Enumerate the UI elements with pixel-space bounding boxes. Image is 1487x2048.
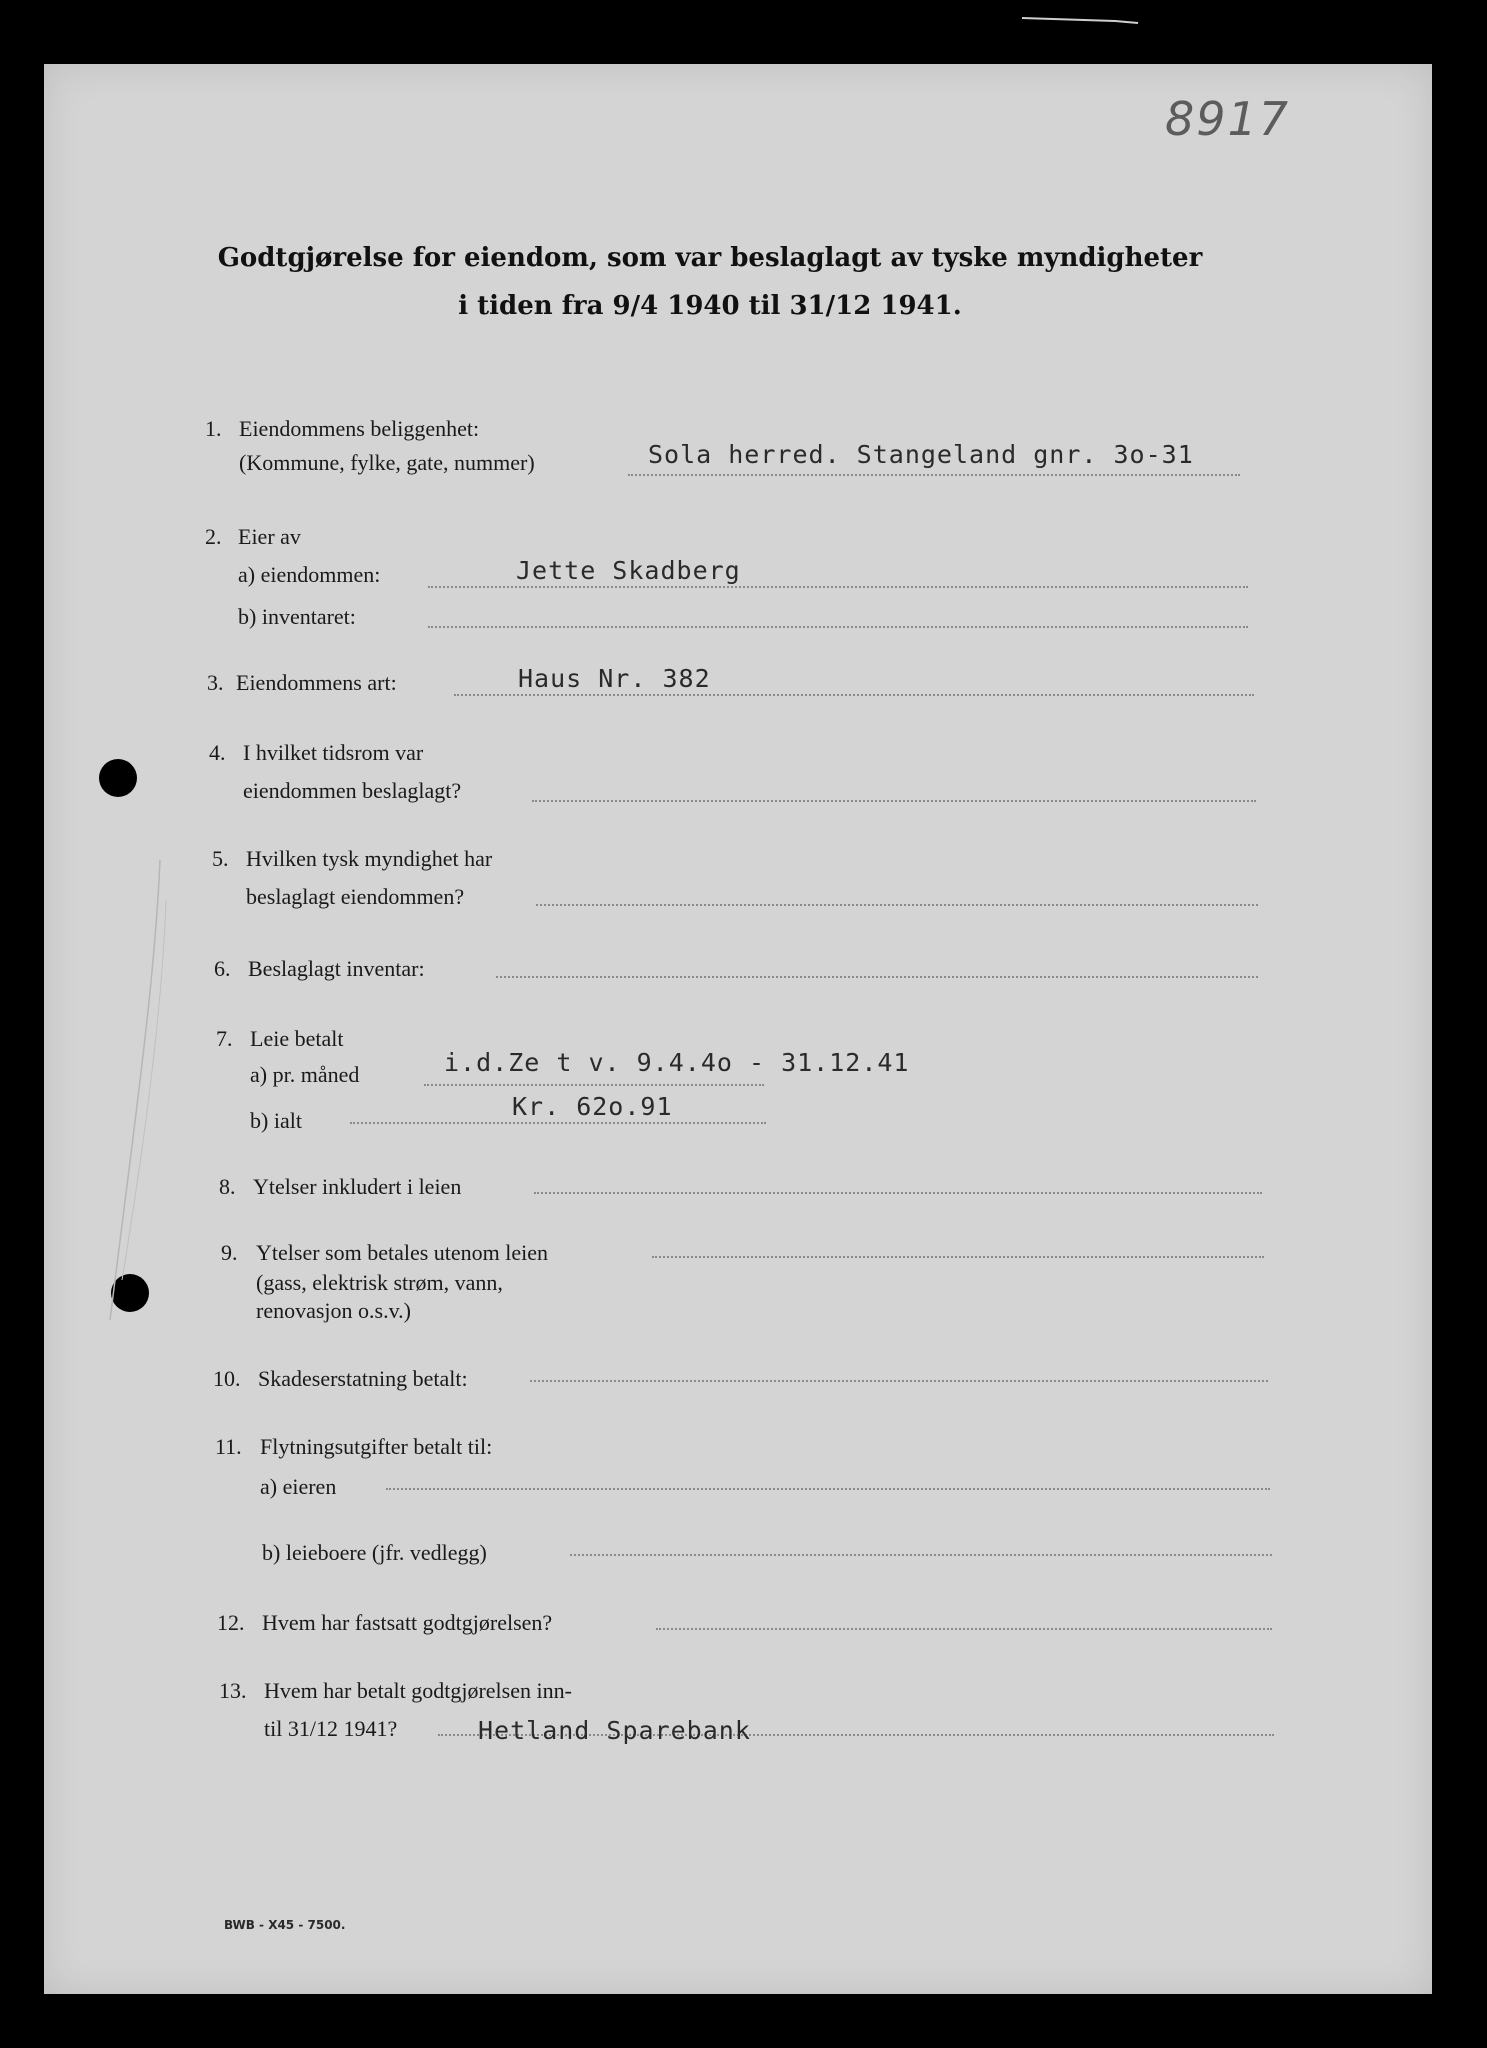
q1-number: 1. [205, 416, 222, 441]
q1-label: Eiendommens beliggenhet: [239, 416, 480, 441]
q6-number: 6. [214, 956, 231, 981]
q2b-label: b) inventaret: [238, 604, 356, 629]
q2a-answer: Jette Skadberg [516, 556, 741, 585]
q11a-label: a) eieren [260, 1474, 337, 1499]
q13-number: 13. [219, 1678, 247, 1703]
q3-number: 3. [207, 670, 224, 695]
title-line-2: i tiden fra 9/4 1940 til 31/12 1941. [458, 291, 962, 321]
q4-label: I hvilket tidsrom var [243, 740, 424, 765]
q1-sublabel: (Kommune, fylke, gate, nummer) [239, 450, 535, 475]
q7b-label: b) ialt [250, 1108, 302, 1133]
q11-label: Flytningsutgifter betalt til: [260, 1434, 493, 1459]
archive-number: 8917 [1165, 92, 1291, 146]
q7a-label: a) pr. måned [250, 1062, 360, 1087]
q7a-answer: i.d.Ze t v. 9.4.4o - 31.12.41 [444, 1048, 910, 1077]
q6-label: Beslaglagt inventar: [248, 956, 425, 981]
q2a-label: a) eiendommen: [238, 562, 381, 587]
q12-number: 12. [217, 1610, 245, 1635]
q4-number: 4. [209, 740, 226, 765]
pencil-mark [100, 860, 180, 1320]
q9-number: 9. [221, 1240, 238, 1265]
form-title [160, 234, 1260, 330]
title-line-1: Godtgjørelse for eiendom, som var beslaglagt av tyske myndigheter [217, 243, 1203, 273]
q7-label: Leie betalt [250, 1026, 344, 1051]
q5-sublabel: beslaglagt eiendommen? [246, 884, 465, 909]
q5-answer-line [536, 904, 1258, 906]
q7a-answer-line [424, 1084, 764, 1086]
q13-sublabel: til 31/12 1941? [264, 1716, 398, 1741]
q9-sublabel-1: (gass, elektrisk strøm, vann, [256, 1270, 503, 1295]
q11a-answer-line [386, 1488, 1270, 1490]
q12-label: Hvem har fastsatt godtgjørelsen? [262, 1610, 553, 1635]
q2-number: 2. [205, 524, 222, 549]
q2-label: Eier av [238, 524, 301, 549]
q10-label: Skadeserstatning betalt: [258, 1366, 468, 1391]
pen-stroke-mark [1020, 14, 1140, 26]
q3-label: Eiendommens art: [236, 670, 397, 695]
q8-label: Ytelser inkludert i leien [253, 1174, 462, 1199]
q11b-answer-line [570, 1554, 1272, 1556]
q7-number: 7. [216, 1026, 233, 1051]
q1-answer-line [628, 474, 1240, 476]
q6-answer-line [496, 976, 1258, 978]
q9-sublabel-2: renovasjon o.s.v.) [256, 1298, 411, 1323]
q8-answer-line [534, 1192, 1262, 1194]
print-code-footer: BWB - X45 - 7500. [224, 1918, 346, 1932]
q7b-answer: Kr. 62o.91 [512, 1092, 673, 1121]
q3-answer: Haus Nr. 382 [518, 664, 711, 693]
q9-answer-line [652, 1256, 1264, 1258]
q4-sublabel: eiendommen beslaglagt? [243, 778, 462, 803]
q11-number: 11. [215, 1434, 242, 1459]
q2b-answer-line [428, 626, 1248, 628]
q5-label: Hvilken tysk myndighet har [246, 846, 493, 871]
q13-label: Hvem har betalt godtgjørelsen inn- [264, 1678, 572, 1703]
q2a-answer-line [428, 586, 1248, 588]
q10-answer-line [530, 1380, 1268, 1382]
punch-hole-top [99, 759, 137, 797]
q12-answer-line [656, 1628, 1272, 1630]
q5-number: 5. [212, 846, 229, 871]
q8-number: 8. [219, 1174, 236, 1199]
q7b-answer-line [350, 1122, 766, 1124]
q4-answer-line [532, 800, 1256, 802]
q11b-label: b) leieboere (jfr. vedlegg) [262, 1540, 487, 1565]
q3-answer-line [454, 694, 1254, 696]
q1-answer: Sola herred. Stangeland gnr. 3o-31 [648, 440, 1194, 469]
q9-label: Ytelser som betales utenom leien [256, 1240, 549, 1265]
q13-answer: Hetland Sparebank [478, 1716, 751, 1745]
q10-number: 10. [213, 1366, 241, 1391]
